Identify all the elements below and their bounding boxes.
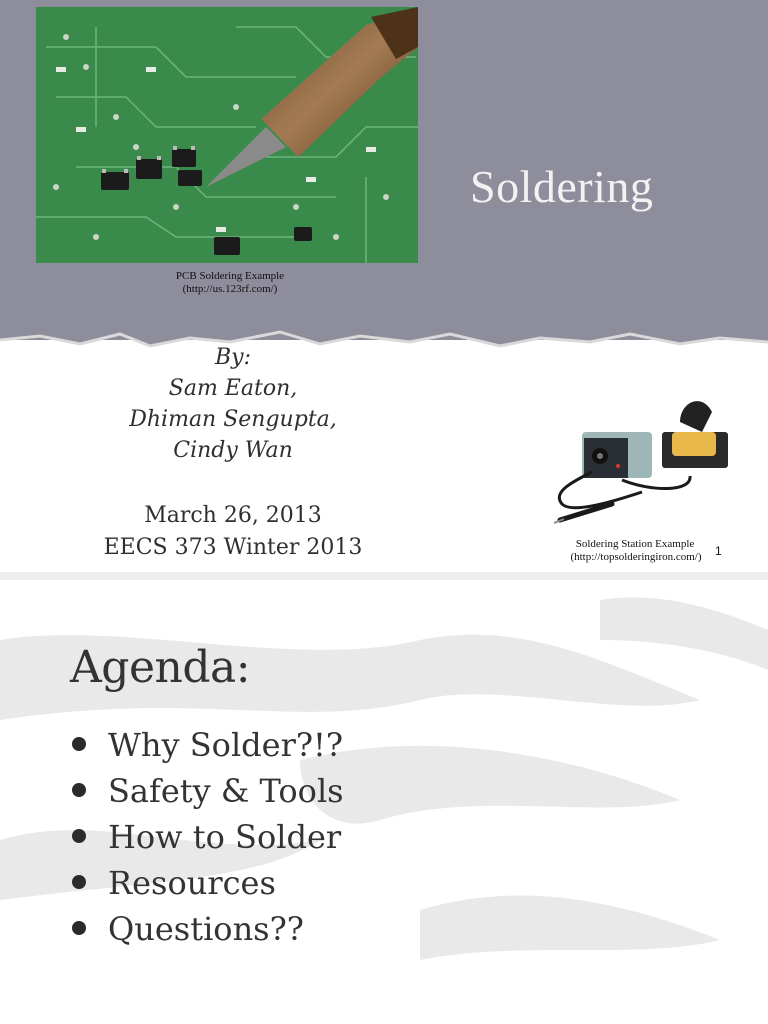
agenda-slide: [0, 580, 768, 1024]
course-name: EECS 373 Winter 2013: [103, 535, 363, 560]
presentation-date: March 26, 2013: [144, 503, 322, 528]
bullet-icon: [72, 875, 86, 889]
agenda-item-text: Questions??: [108, 910, 304, 948]
by-label: By:: [214, 345, 251, 370]
list-item: [70, 722, 344, 768]
slide-number: 1: [715, 544, 722, 558]
agenda-heading: Agenda:: [70, 642, 251, 693]
bullet-icon: [72, 921, 86, 935]
pcb-caption: PCB Soldering Example: [175, 270, 285, 282]
agenda-list: [70, 722, 344, 952]
agenda-item-text: Safety & Tools: [108, 772, 344, 810]
bullet-icon: [72, 829, 86, 843]
slide-title: Soldering: [470, 161, 654, 212]
author-name: Dhiman Sengupta,: [129, 407, 337, 432]
agenda-item-text: How to Solder: [108, 818, 342, 856]
list-item: [70, 906, 344, 952]
station-caption: Soldering Station Example: [575, 538, 695, 550]
author-block: [60, 342, 406, 466]
station-caption-url: (http://topsolderingiron.com/): [570, 551, 702, 563]
list-item: [70, 860, 344, 906]
author-name: Cindy Wan: [173, 438, 293, 463]
bullet-icon: [72, 783, 86, 797]
date-course-block: [60, 500, 406, 564]
author-name: Sam Eaton,: [168, 376, 298, 401]
pcb-caption-url: (http://us.123rf.com/): [182, 283, 278, 295]
pcb-soldering-photo: [36, 7, 418, 263]
bullet-icon: [72, 737, 86, 751]
list-item: [70, 814, 344, 860]
list-item: [70, 768, 344, 814]
agenda-item-text: Resources: [108, 864, 276, 902]
agenda-item-text: Why Solder?!?: [108, 726, 344, 764]
soldering-station-photo: [552, 392, 748, 528]
